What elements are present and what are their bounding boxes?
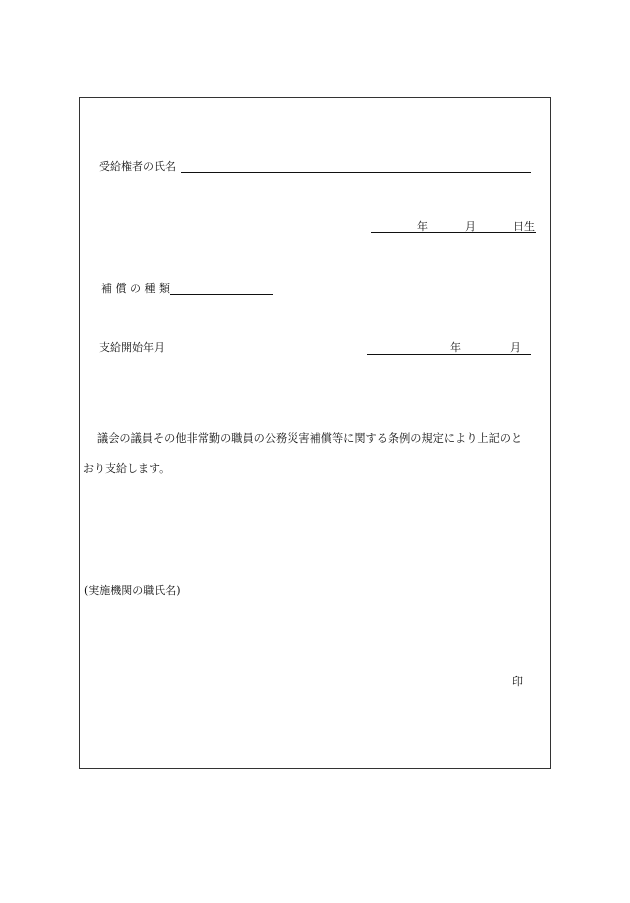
payment-start-label: 支給開始年月 <box>99 341 165 354</box>
birth-year-suffix: 年 <box>417 220 428 233</box>
recipient-name-label: 受給権者の氏名 <box>99 160 176 173</box>
birth-date-field[interactable] <box>371 232 536 233</box>
recipient-name-field[interactable] <box>181 172 531 173</box>
statement-line-2: おり支給します。 <box>83 462 171 475</box>
statement-line-1: 議会の議員その他非常勤の職員の公務災害補償等に関する条例の規定により上記のと <box>97 432 523 445</box>
birth-day-suffix: 日生 <box>513 220 535 233</box>
seal-mark: 印 <box>512 675 523 688</box>
payment-month-suffix: 月 <box>510 341 521 354</box>
institution-label: (実施機関の職氏名) <box>84 584 181 597</box>
birth-month-suffix: 月 <box>465 220 476 233</box>
compensation-type-label: 補 償 の 種 類 <box>101 282 170 295</box>
payment-year-suffix: 年 <box>450 341 461 354</box>
compensation-type-field[interactable] <box>170 294 273 295</box>
payment-start-field[interactable] <box>367 354 531 355</box>
